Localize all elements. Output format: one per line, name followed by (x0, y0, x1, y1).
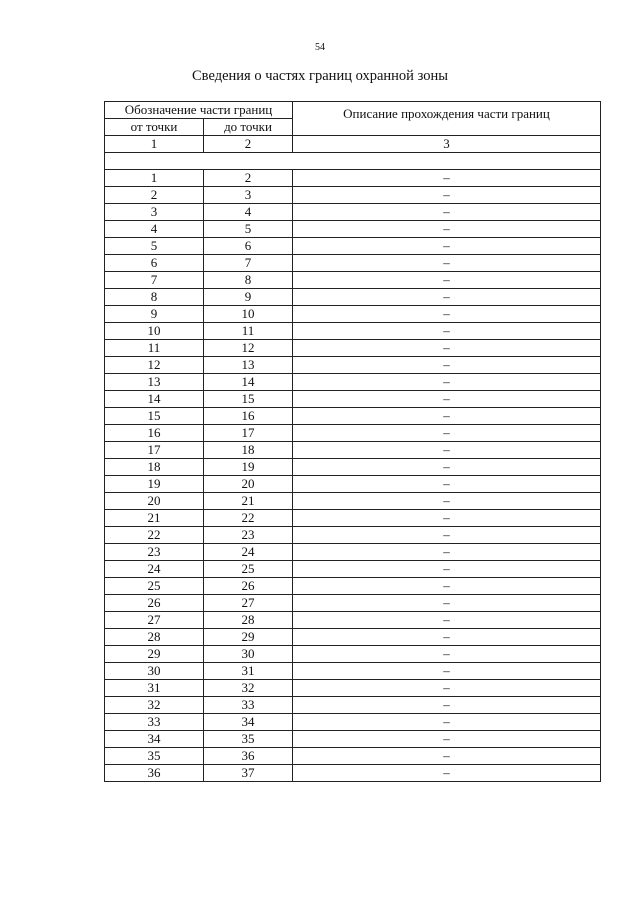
to-point-cell: 37 (204, 765, 293, 782)
description-cell: – (293, 714, 601, 731)
header-to-point: до точки (204, 119, 293, 136)
description-cell: – (293, 306, 601, 323)
from-point-cell: 6 (105, 255, 204, 272)
description-cell: – (293, 663, 601, 680)
description-cell: – (293, 221, 601, 238)
to-point-cell: 34 (204, 714, 293, 731)
table-row (105, 442, 601, 459)
to-point-cell: 20 (204, 476, 293, 493)
from-point-cell: 23 (105, 544, 204, 561)
to-point-cell: 36 (204, 748, 293, 765)
table-row (105, 765, 601, 782)
to-point-cell: 8 (204, 272, 293, 289)
description-cell: – (293, 425, 601, 442)
description-cell: – (293, 289, 601, 306)
column-index: 2 (204, 136, 293, 153)
description-cell: – (293, 731, 601, 748)
to-point-cell: 22 (204, 510, 293, 527)
table-row (105, 459, 601, 476)
blank-row (105, 153, 601, 170)
blank-cell (105, 153, 601, 170)
header-from-point: от точки (105, 119, 204, 136)
column-index: 3 (293, 136, 601, 153)
header-row-1 (105, 102, 601, 119)
description-cell: – (293, 646, 601, 663)
to-point-cell: 2 (204, 170, 293, 187)
to-point-cell: 13 (204, 357, 293, 374)
to-point-cell: 10 (204, 306, 293, 323)
to-point-cell: 19 (204, 459, 293, 476)
to-point-cell: 4 (204, 204, 293, 221)
table-row (105, 612, 601, 629)
description-cell: – (293, 493, 601, 510)
description-cell: – (293, 510, 601, 527)
description-cell: – (293, 408, 601, 425)
table-row (105, 578, 601, 595)
description-cell: – (293, 272, 601, 289)
description-cell: – (293, 187, 601, 204)
table-row (105, 306, 601, 323)
description-cell: – (293, 255, 601, 272)
from-point-cell: 22 (105, 527, 204, 544)
table-row (105, 221, 601, 238)
table-row (105, 646, 601, 663)
description-cell: – (293, 357, 601, 374)
to-point-cell: 6 (204, 238, 293, 255)
to-point-cell: 3 (204, 187, 293, 204)
header-designation: Обозначение части границ (105, 102, 293, 119)
table-row (105, 748, 601, 765)
description-cell: – (293, 629, 601, 646)
from-point-cell: 21 (105, 510, 204, 527)
table-row (105, 595, 601, 612)
table-row (105, 187, 601, 204)
from-point-cell: 19 (105, 476, 204, 493)
to-point-cell: 9 (204, 289, 293, 306)
from-point-cell: 10 (105, 323, 204, 340)
description-cell: – (293, 340, 601, 357)
from-point-cell: 13 (105, 374, 204, 391)
to-point-cell: 21 (204, 493, 293, 510)
column-index-row (105, 136, 601, 153)
table-row (105, 374, 601, 391)
table-row (105, 697, 601, 714)
description-cell: – (293, 544, 601, 561)
description-cell: – (293, 391, 601, 408)
to-point-cell: 32 (204, 680, 293, 697)
from-point-cell: 25 (105, 578, 204, 595)
table-row (105, 238, 601, 255)
from-point-cell: 16 (105, 425, 204, 442)
from-point-cell: 4 (105, 221, 204, 238)
description-cell: – (293, 238, 601, 255)
table-row (105, 408, 601, 425)
from-point-cell: 27 (105, 612, 204, 629)
description-cell: – (293, 612, 601, 629)
from-point-cell: 33 (105, 714, 204, 731)
from-point-cell: 7 (105, 272, 204, 289)
to-point-cell: 31 (204, 663, 293, 680)
from-point-cell: 36 (105, 765, 204, 782)
from-point-cell: 1 (105, 170, 204, 187)
description-cell: – (293, 442, 601, 459)
to-point-cell: 24 (204, 544, 293, 561)
to-point-cell: 30 (204, 646, 293, 663)
to-point-cell: 12 (204, 340, 293, 357)
document-title: Сведения о частях границ охранной зоны (192, 68, 448, 84)
description-cell: – (293, 748, 601, 765)
from-point-cell: 17 (105, 442, 204, 459)
table-row (105, 255, 601, 272)
to-point-cell: 26 (204, 578, 293, 595)
from-point-cell: 31 (105, 680, 204, 697)
table-row (105, 425, 601, 442)
to-point-cell: 27 (204, 595, 293, 612)
table-row (105, 527, 601, 544)
table-row (105, 272, 601, 289)
to-point-cell: 18 (204, 442, 293, 459)
table-row (105, 289, 601, 306)
from-point-cell: 2 (105, 187, 204, 204)
description-cell: – (293, 561, 601, 578)
from-point-cell: 32 (105, 697, 204, 714)
description-cell: – (293, 170, 601, 187)
to-point-cell: 16 (204, 408, 293, 425)
description-cell: – (293, 323, 601, 340)
from-point-cell: 35 (105, 748, 204, 765)
table-row (105, 340, 601, 357)
table-row (105, 629, 601, 646)
description-cell: – (293, 765, 601, 782)
table-row (105, 544, 601, 561)
from-point-cell: 34 (105, 731, 204, 748)
description-cell: – (293, 374, 601, 391)
table-row (105, 731, 601, 748)
table-row (105, 510, 601, 527)
to-point-cell: 15 (204, 391, 293, 408)
column-index: 1 (105, 136, 204, 153)
to-point-cell: 35 (204, 731, 293, 748)
page-number: 54 (315, 42, 325, 53)
table-row (105, 323, 601, 340)
description-cell: – (293, 204, 601, 221)
from-point-cell: 29 (105, 646, 204, 663)
to-point-cell: 25 (204, 561, 293, 578)
description-cell: – (293, 527, 601, 544)
table-row (105, 680, 601, 697)
boundary-parts-table (104, 101, 601, 782)
from-point-cell: 3 (105, 204, 204, 221)
description-cell: – (293, 697, 601, 714)
to-point-cell: 11 (204, 323, 293, 340)
description-cell: – (293, 680, 601, 697)
from-point-cell: 11 (105, 340, 204, 357)
from-point-cell: 30 (105, 663, 204, 680)
from-point-cell: 12 (105, 357, 204, 374)
from-point-cell: 5 (105, 238, 204, 255)
from-point-cell: 24 (105, 561, 204, 578)
table-row (105, 561, 601, 578)
to-point-cell: 14 (204, 374, 293, 391)
to-point-cell: 29 (204, 629, 293, 646)
table-row (105, 170, 601, 187)
table-row (105, 357, 601, 374)
table-row (105, 391, 601, 408)
description-cell: – (293, 459, 601, 476)
from-point-cell: 28 (105, 629, 204, 646)
from-point-cell: 15 (105, 408, 204, 425)
from-point-cell: 18 (105, 459, 204, 476)
from-point-cell: 8 (105, 289, 204, 306)
from-point-cell: 9 (105, 306, 204, 323)
to-point-cell: 7 (204, 255, 293, 272)
from-point-cell: 14 (105, 391, 204, 408)
table-row (105, 493, 601, 510)
description-cell: – (293, 578, 601, 595)
table-row (105, 663, 601, 680)
to-point-cell: 33 (204, 697, 293, 714)
to-point-cell: 5 (204, 221, 293, 238)
to-point-cell: 28 (204, 612, 293, 629)
table-row (105, 204, 601, 221)
table-row (105, 714, 601, 731)
description-cell: – (293, 595, 601, 612)
description-cell: – (293, 476, 601, 493)
header-description: Описание прохождения части границ (293, 102, 601, 136)
table-row (105, 476, 601, 493)
from-point-cell: 26 (105, 595, 204, 612)
to-point-cell: 17 (204, 425, 293, 442)
to-point-cell: 23 (204, 527, 293, 544)
from-point-cell: 20 (105, 493, 204, 510)
